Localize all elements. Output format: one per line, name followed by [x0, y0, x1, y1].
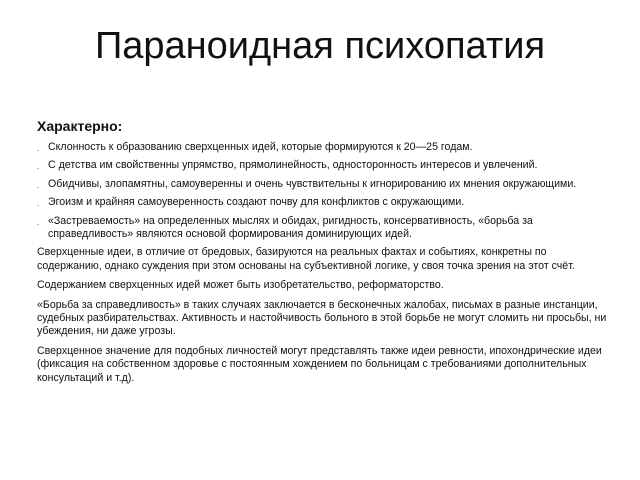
bullet-text: Эгоизм и крайняя самоуверенность создают почву для конфликтов с окружающими.	[48, 196, 465, 209]
bullet-list	[37, 141, 609, 241]
paragraph: Сверхценные идеи, в отличие от бредовых, базируются на реальных фактах и событиях, конкретны по содержанию, однако суждения при этом основаны на субъективной логике, у своя точка зрения на этот счёт.	[37, 246, 575, 272]
bullet-dot-icon: .	[37, 162, 40, 172]
bullet-dot-icon: .	[37, 199, 40, 209]
bullet-dot-icon: .	[37, 180, 40, 190]
bullet-text: Склонность к образованию сверхценных идей, которые формируются к 20—25 годам.	[48, 141, 473, 153]
paragraph: Сверхценное значение для подобных личностей могут представлять также идеи ревности, ипохондрические идеи (фиксация на собственном здоровье с постоянным хождением по больницам с требованиями дополнительных консультаций и т.д).	[37, 344, 602, 384]
bullet-text: С детства им свойственны упрямство, прямолинейность, односторонность интересов и увлечений.	[48, 159, 538, 172]
section-heading: Характерно:	[37, 118, 123, 134]
bullet-item	[37, 159, 609, 172]
bullet-item	[37, 141, 609, 154]
bullet-item	[37, 178, 609, 191]
slide-content	[37, 117, 609, 391]
slide-title: Параноидная психопатия	[94, 25, 546, 67]
bullet-item	[37, 215, 609, 242]
bullet-dot-icon: .	[37, 217, 40, 227]
bullet-item	[37, 196, 609, 209]
paragraph: «Борьба за справедливость» в таких случаях заключается в бесконечных жалобах, письмах в разные инстанции, судебных разбирательствах. Активность и настойчивость больного в этой борьбе не могут сломить ни просьбы, ни убеждения, ни даже угрозы.	[37, 298, 607, 338]
bullet-text: «Застреваемость» на определенных мыслях и обидах, ригидность, консервативность, «борьба за справедливость» являются основой формирования доминирующих идей.	[48, 214, 533, 241]
paragraph: Содержанием сверхценных идей может быть изобретательство, реформаторство.	[37, 279, 444, 292]
bullet-text: Обидчивы, злопамятны, самоуверенны и очень чувствительны к игнорированию их мнения окружающими.	[48, 177, 577, 190]
bullet-dot-icon: .	[37, 144, 40, 153]
